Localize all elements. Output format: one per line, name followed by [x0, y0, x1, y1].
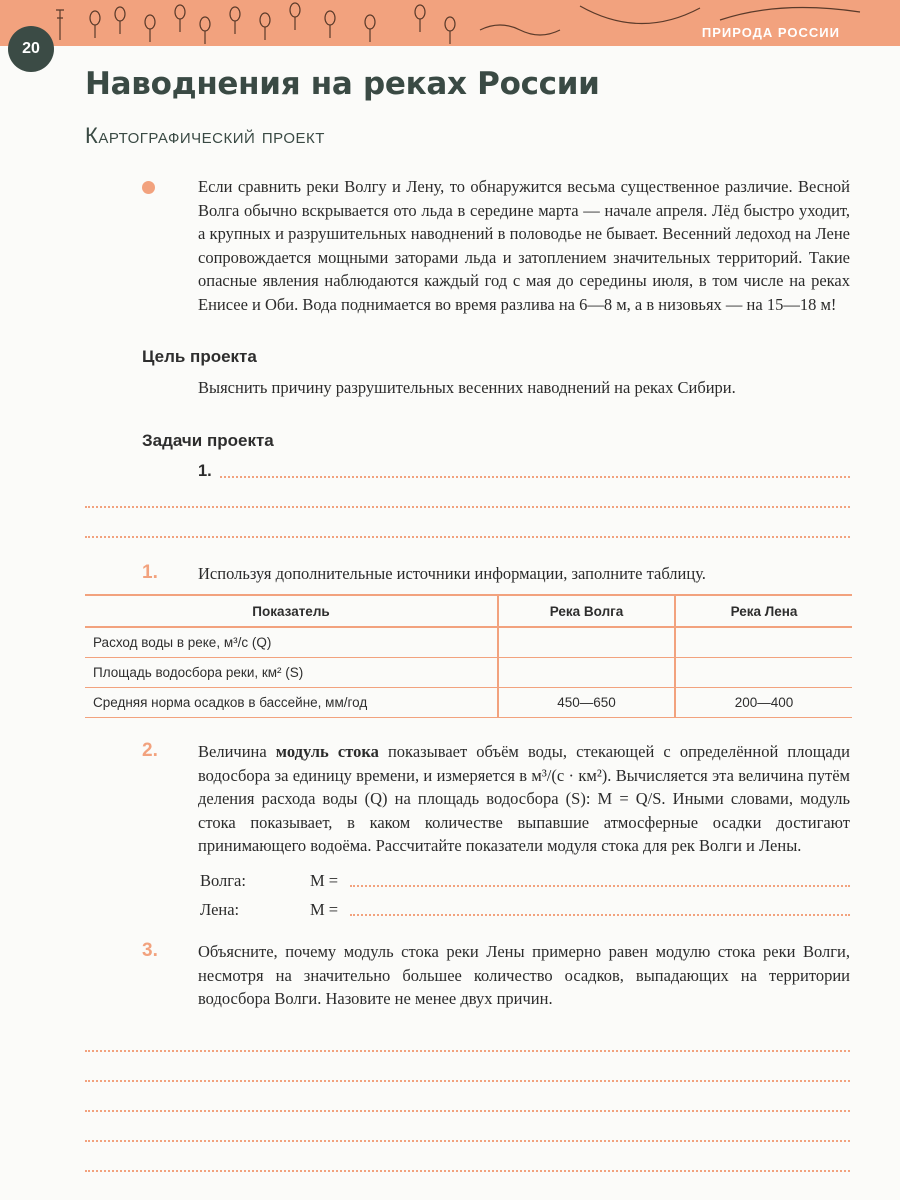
- cell-volga[interactable]: [498, 657, 675, 687]
- answer-line[interactable]: [85, 536, 850, 538]
- bullet-dot-icon: [142, 181, 155, 194]
- table-row: [85, 627, 852, 657]
- answer-line[interactable]: [85, 506, 850, 508]
- row-label: Средняя норма осадков в бассейне, мм/год: [85, 687, 498, 717]
- page-subtitle: Картографический проект: [85, 123, 325, 148]
- row-label: Площадь водосбора реки, км² (S): [85, 657, 498, 687]
- answer-line[interactable]: [85, 1140, 850, 1142]
- column-header-volga: Река Волга: [498, 595, 675, 627]
- intro-paragraph: Если сравнить реки Волгу и Лену, то обнаружится весьма существенное различие. Весной Волга обычно вскрывается ото льда в середине марта — начале апреля. Лёд быстро уходит, а крупных и разрушительных наводнений в половодье не бывает. Весенний ледоход на Лене сопровождается мощными заторами льда и затоплением значительных территорий. Такие опасные явления наблюдаются каждый год с мая до середины июля, в том числе на реках Енисее и Оби. Вода поднимается во время разлива на 6—8 м, а в низовьях — на 15—18 м!: [198, 177, 850, 314]
- page-number: 20: [8, 26, 54, 72]
- rivers-table: [85, 594, 852, 718]
- cell-volga[interactable]: [498, 627, 675, 657]
- goal-heading: Цель проекта: [142, 347, 257, 366]
- table-row: [85, 657, 852, 687]
- answer-line[interactable]: [85, 1110, 850, 1112]
- answer-line[interactable]: [85, 1170, 850, 1172]
- task-list-number: 1.: [198, 462, 212, 480]
- answer-line-lena[interactable]: [350, 914, 850, 916]
- header-band: [0, 0, 900, 46]
- column-header-lena: Река Лена: [675, 595, 852, 627]
- task-1-text: Используя дополнительные источники информации, заполните таблицу.: [198, 564, 706, 583]
- tower-doodle: [56, 10, 64, 40]
- m-label: M =: [310, 871, 339, 890]
- cell-lena: 200—400: [675, 687, 852, 717]
- table-row: [85, 687, 852, 717]
- table-header-row: [85, 595, 852, 627]
- answer-line-volga[interactable]: [350, 885, 850, 887]
- tasks-heading: Задачи проекта: [142, 431, 274, 450]
- cell-lena[interactable]: [675, 627, 852, 657]
- task-2-number: 2.: [142, 740, 158, 761]
- task-1-number: 1.: [142, 562, 158, 583]
- volga-label: Волга:: [200, 871, 246, 890]
- answer-line[interactable]: [85, 1050, 850, 1052]
- cell-lena[interactable]: [675, 657, 852, 687]
- task-3-text: Объясните, почему модуль стока реки Лены примерно равен модулю стока реки Волги, несмотря на значительно большее количество осадков, выпадающих на территории водосбора Волги. Назовите не менее двух причин.: [198, 942, 850, 1008]
- answer-line[interactable]: [85, 1080, 850, 1082]
- row-label: Расход воды в реке, м³/с (Q): [85, 627, 498, 657]
- page-title: Наводнения на реках России: [85, 66, 600, 102]
- goal-text: Выяснить причину разрушительных весенних наводнений на реках Сибири.: [198, 378, 736, 397]
- answer-line-task-1[interactable]: [220, 476, 850, 478]
- task-2-text-rest: показывает объём воды, стекающей с определённой площади водосбора за единицу времени, и измеряется в м³/(с · км²). Вычисляется эта величина путём деления расхода воды (Q) на площадь водосбора (S): M = Q/S. Иными словами, модуль стока показывает, в каком количестве выпавшие атмосферные осадки достигают принимающего водоёма. Рассчитайте показатели модуля стока для рек Волги и Лены.: [198, 742, 850, 855]
- task-2-text-start: Величина: [198, 742, 276, 761]
- task-3-number: 3.: [142, 940, 158, 961]
- column-header-indicator: Показатель: [85, 595, 498, 627]
- task-2-text: [198, 740, 850, 858]
- term-runoff-modulus: модуль стока: [275, 742, 379, 761]
- lena-label: Лена:: [200, 900, 240, 919]
- m-label: M =: [310, 900, 339, 919]
- cell-volga: 450—650: [498, 687, 675, 717]
- section-label: ПРИРОДА РОССИИ: [701, 25, 840, 40]
